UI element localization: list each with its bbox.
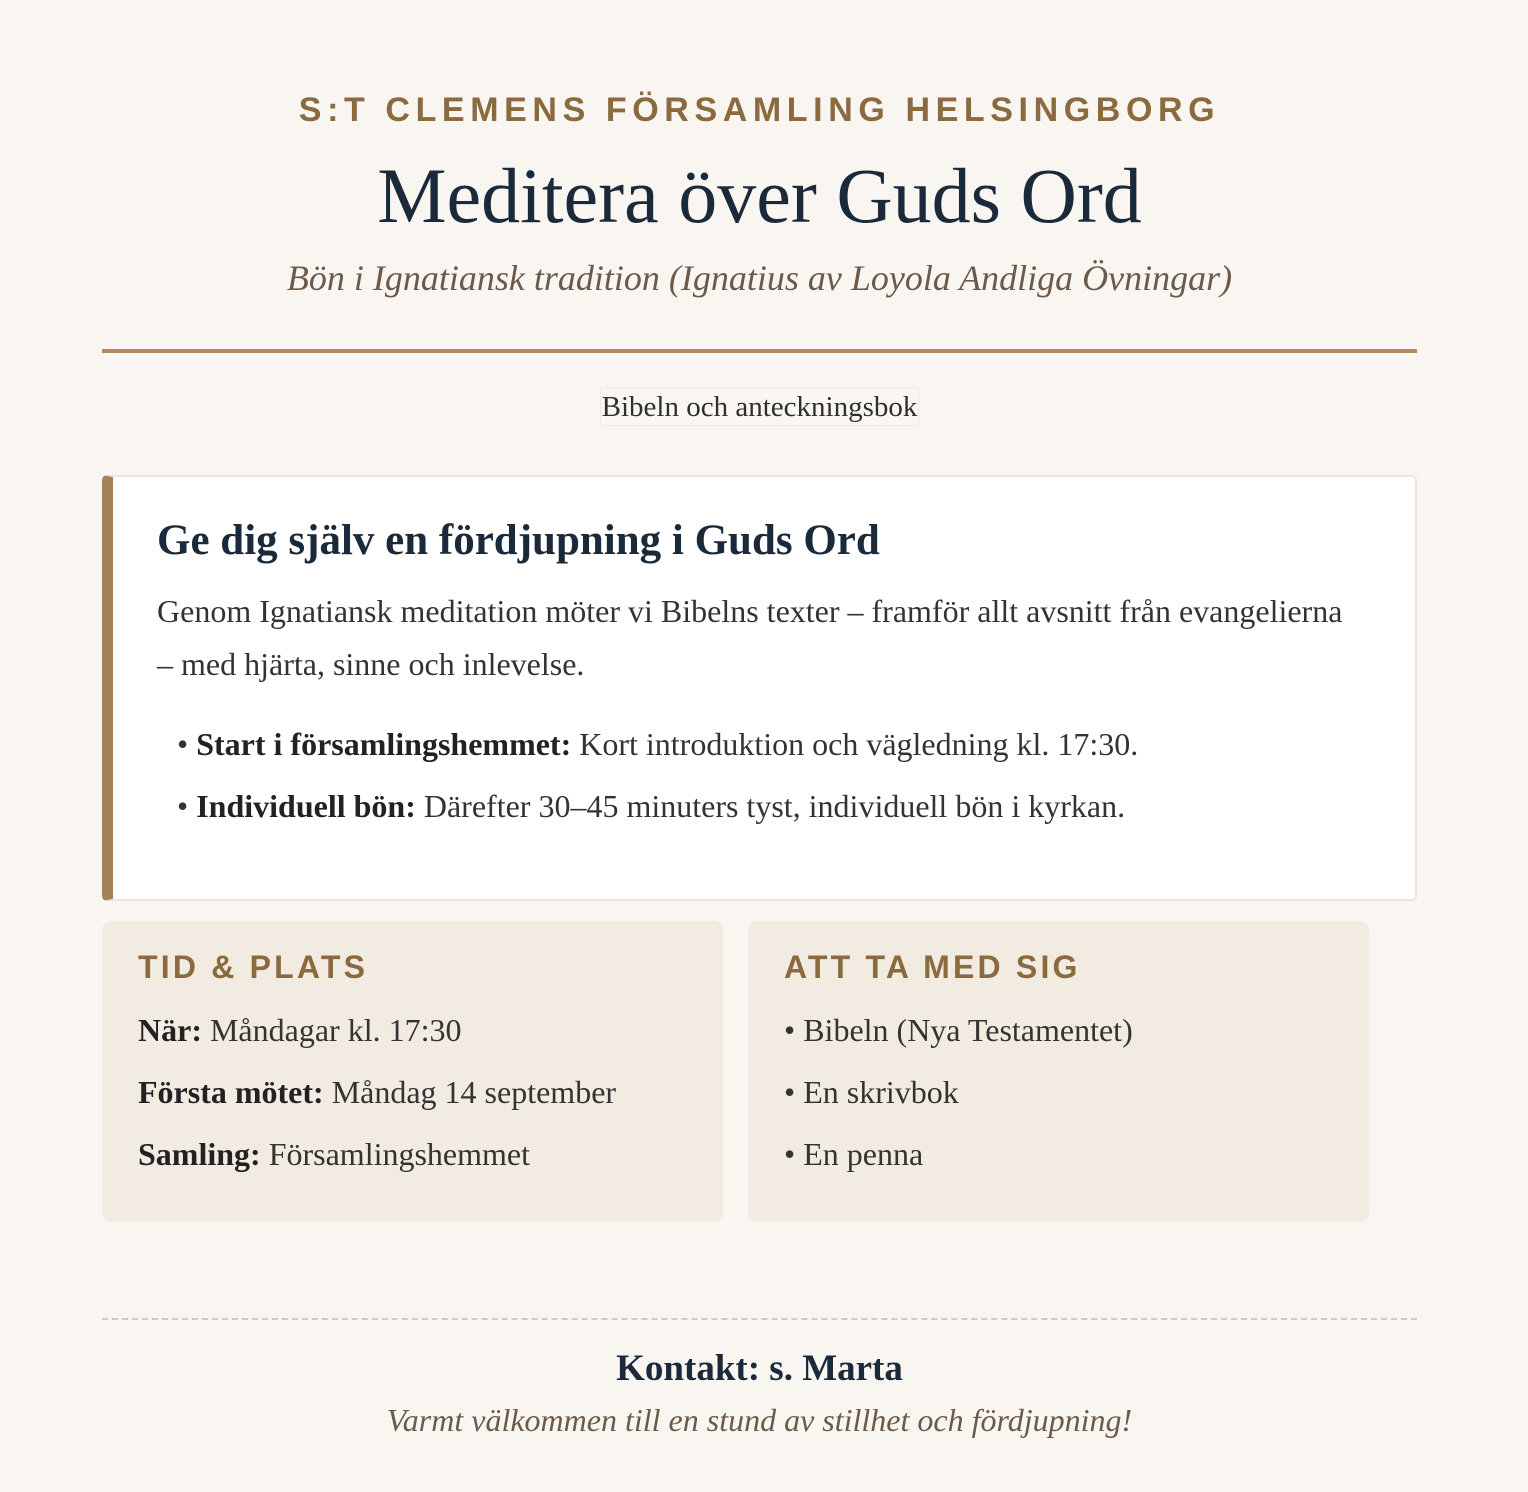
contact-line: Kontakt: s. Marta	[616, 1348, 903, 1389]
row-value: Måndag 14 september	[323, 1074, 617, 1110]
header-divider	[102, 349, 1417, 353]
list-item	[138, 1123, 616, 1185]
flyer-page	[102, 0, 1417, 1492]
list-item	[138, 999, 616, 1061]
intro-text: Genom Ignatiansk meditation möter vi Bibelns texter – framför allt avsnitt från evangelierna – med hjärta, sinne och inlevelse.	[157, 593, 1343, 682]
row-label: Första mötet:	[138, 1074, 324, 1110]
bullet: •	[177, 788, 189, 824]
intro-card	[102, 475, 1417, 901]
bullet: •	[784, 1136, 796, 1172]
bullet: •	[784, 1012, 796, 1048]
welcome-line: Varmt välkommen till en stund av stillhet och fördjupning!	[386, 1402, 1133, 1438]
list-item-text: En penna	[795, 1136, 924, 1172]
bring-heading: ATT TA MED SIG	[784, 949, 1081, 985]
list-item-label: Start i församlingshemmet:	[196, 726, 572, 762]
row-value: Församlingshemmet	[260, 1136, 530, 1172]
row-label: När:	[138, 1012, 202, 1048]
footer-divider	[102, 1318, 1417, 1320]
list-item	[177, 775, 1138, 837]
list-item	[784, 1061, 1133, 1123]
time-place-heading: TID & PLATS	[138, 949, 369, 985]
time-place-box	[102, 921, 723, 1222]
intro-heading: Ge dig själv en fördjupning i Guds Ord	[157, 517, 880, 564]
page-title: Meditera över Guds Ord	[377, 152, 1142, 239]
organization-name: S:T CLEMENS FÖRSAMLING HELSINGBORG	[298, 91, 1221, 129]
bring-list	[784, 999, 1133, 1185]
row-label: Samling:	[138, 1136, 261, 1172]
intro-list	[177, 713, 1138, 837]
list-item	[784, 1123, 1133, 1185]
image-placeholder	[102, 388, 1417, 426]
image-alt-text: Bibeln och anteckningsbok	[600, 388, 920, 426]
list-item-text: Kort introduktion och vägledning kl. 17:30.	[571, 726, 1139, 762]
bullet: •	[177, 726, 189, 762]
bring-box	[748, 921, 1369, 1222]
list-item-text: Bibeln (Nya Testamentet)	[795, 1012, 1133, 1048]
list-item	[177, 713, 1138, 775]
list-item-text: En skrivbok	[795, 1074, 959, 1110]
time-place-list	[138, 999, 616, 1185]
page-subtitle: Bön i Ignatiansk tradition (Ignatius av Loyola Andliga Övningar)	[286, 258, 1233, 298]
list-item-text: Därefter 30–45 minuters tyst, individuell bön i kyrkan.	[415, 788, 1126, 824]
row-value: Måndagar kl. 17:30	[201, 1012, 462, 1048]
list-item-label: Individuell bön:	[196, 788, 416, 824]
list-item	[138, 1061, 616, 1123]
list-item	[784, 999, 1133, 1061]
bullet: •	[784, 1074, 796, 1110]
